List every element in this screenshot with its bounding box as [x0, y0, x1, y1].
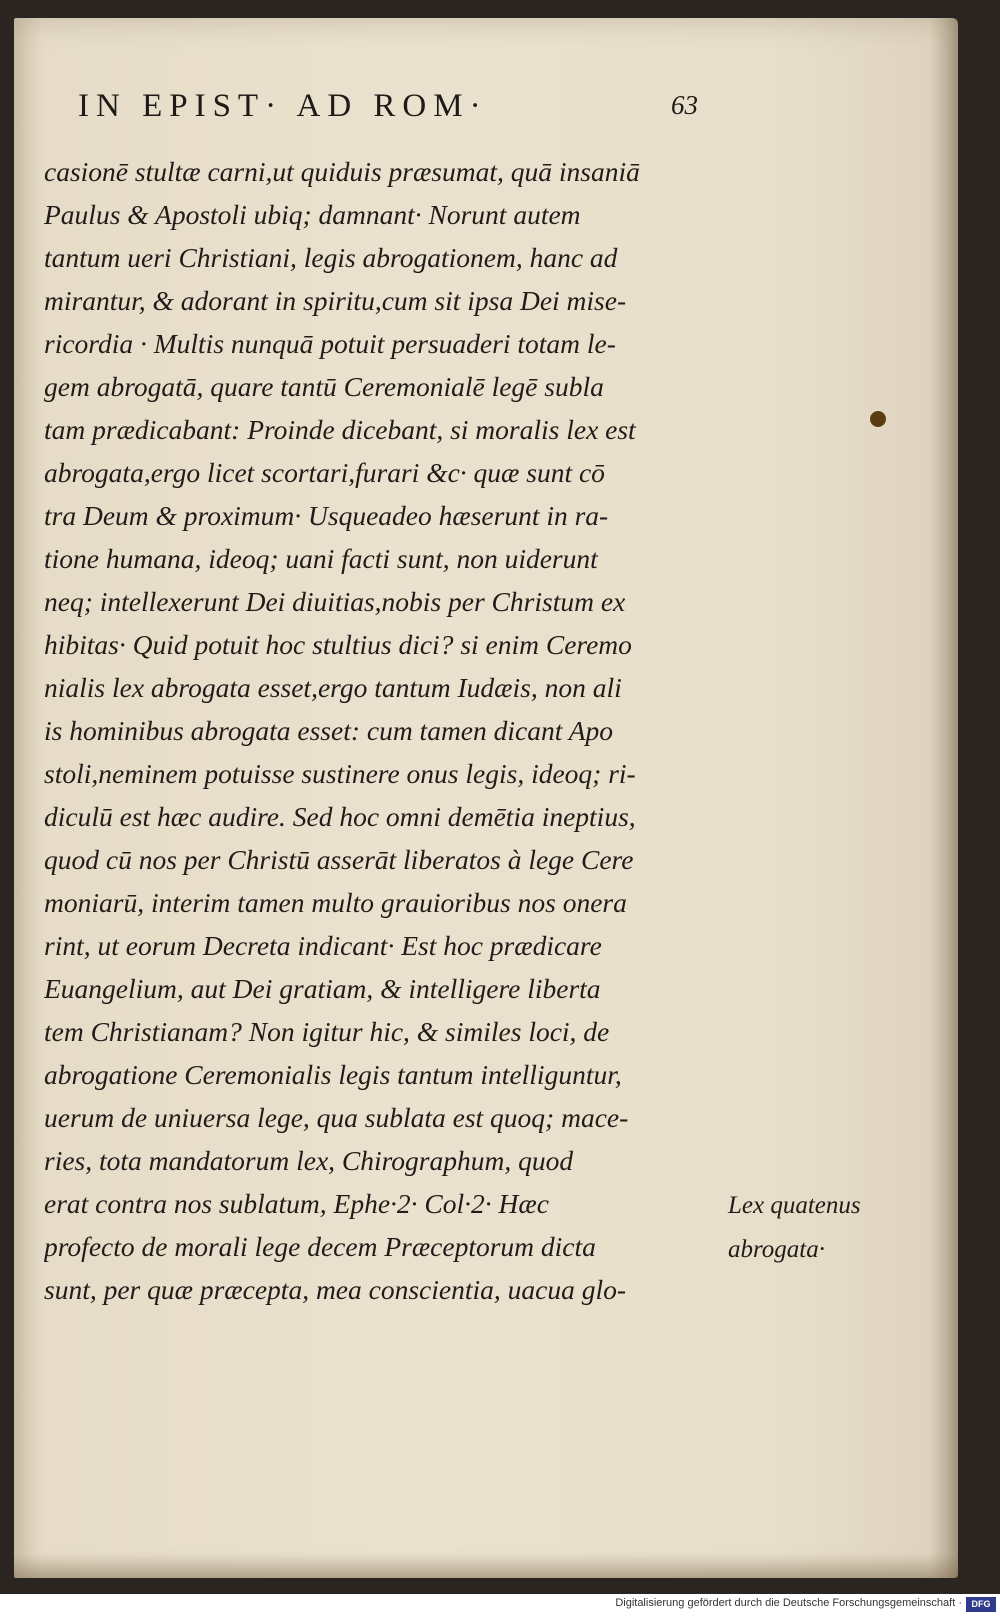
- marginal-note: [728, 1184, 888, 1272]
- page-edge-shadow: [930, 18, 958, 1578]
- marginal-note-line: abrogata·: [728, 1236, 825, 1263]
- text-line: ricordia · Multis nunquā potuit persuaderi totam le-: [44, 328, 616, 359]
- text-line: rint, ut eorum Decreta indicant· Est hoc prædicare: [44, 930, 602, 961]
- text-line: abrogatione Ceremonialis legis tantum intelliguntur,: [44, 1059, 622, 1090]
- marginal-note-line: Lex quatenus: [728, 1192, 861, 1219]
- page-number: 63: [671, 90, 698, 120]
- text-line: uerum de uniuersa lege, qua sublata est quoq; mace-: [44, 1102, 629, 1133]
- text-line: tione humana, ideoq; uani facti sunt, non uiderunt: [44, 543, 598, 574]
- running-title: IN EPIST· AD ROM·: [78, 88, 488, 124]
- page-bottom-shadow: [14, 1554, 958, 1578]
- text-line: casionē stultæ carni,ut quiduis præsumat, quā insaniā: [44, 156, 640, 187]
- text-line: mirantur, & adorant in spiritu,cum sit ipsa Dei mise-: [44, 285, 627, 316]
- text-line: gem abrogatā, quare tantū Ceremonialē legē subla: [44, 371, 604, 402]
- ink-blot: [870, 411, 886, 427]
- text-line: tam prædicabant: Proinde dicebant, si moralis lex est: [44, 414, 636, 445]
- text-line: tem Christianam? Non igitur hic, & similes loci, de: [44, 1016, 610, 1047]
- text-line: sunt, per quæ præcepta, mea conscientia, uacua glo-: [44, 1274, 626, 1305]
- text-line: erat contra nos sublatum, Ephe·2· Col·2· Hæc: [44, 1188, 549, 1219]
- text-line: Paulus & Apostoli ubiq; damnant· Norunt autem: [44, 199, 581, 230]
- text-line: is hominibus abrogata esset: cum tamen dicant Apo: [44, 715, 614, 746]
- text-line: abrogata,ergo licet scortari,furari &c· quæ sunt cō: [44, 457, 605, 488]
- text-line: neq; intellexerunt Dei diuitias,nobis per Christum ex: [44, 586, 626, 617]
- funding-credit: Digitalisierung gefördert durch die Deutsche Forschungsgemeinschaft ·: [615, 1597, 962, 1609]
- dfg-logo: DFG: [966, 1597, 996, 1612]
- text-line: Euangelium, aut Dei gratiam, & intelligere liberta: [44, 973, 601, 1004]
- text-line: profecto de morali lege decem Præceptorum dicta: [44, 1231, 596, 1262]
- text-line: quod cū nos per Christū asserāt liberatos à lege Cere: [44, 844, 634, 875]
- text-line: nialis lex abrogata esset,ergo tantum Iudæis, non ali: [44, 672, 622, 703]
- page-header: [78, 88, 698, 138]
- text-line: diculū est hæc audire. Sed hoc omni demētia ineptius,: [44, 801, 636, 832]
- text-line: stoli,neminem potuisse sustinere onus legis, ideoq; ri-: [44, 758, 636, 789]
- body-text: [44, 150, 704, 1311]
- text-line: ries, tota mandatorum lex, Chirographum, quod: [44, 1145, 574, 1176]
- text-line: hibitas· Quid potuit hoc stultius dici? si enim Ceremo: [44, 629, 632, 660]
- digitization-footer: [0, 1594, 1000, 1617]
- text-line: moniarū, interim tamen multo grauioribus nos onera: [44, 887, 627, 918]
- text-line: tantum ueri Christiani, legis abrogationem, hanc ad: [44, 242, 618, 273]
- text-line: tra Deum & proximum· Usqueadeo hæserunt in ra-: [44, 500, 609, 531]
